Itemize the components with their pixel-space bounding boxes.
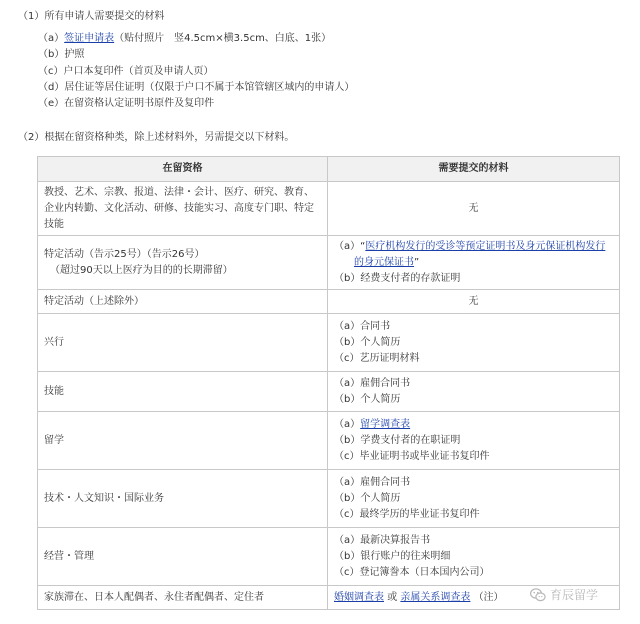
table-row xyxy=(38,182,620,236)
material-item: （a）最新决算报告书 xyxy=(334,534,431,546)
section2-heading: （2）根据在留资格种类，除上述材料外，另需提交以下材料。 xyxy=(18,132,295,143)
table-row xyxy=(38,412,620,470)
table-row xyxy=(38,372,620,412)
wechat-icon xyxy=(530,588,546,602)
materials-cell xyxy=(328,236,620,290)
status-cell: 技能 xyxy=(38,372,328,412)
material-item: （b）学费支付者的在职证明 xyxy=(334,434,461,446)
marriage-survey-form-link[interactable]: 婚姻调查表 xyxy=(334,591,384,603)
material-item: （a）合同书 xyxy=(334,320,391,332)
material-item: （c）登记簿誊本（日本国内公司） xyxy=(334,566,490,578)
medical-certificate-link[interactable]: 医疗机构发行的受诊等预定证明书及身元保证机构发行的身元保证书 xyxy=(354,240,606,268)
status-cell: 特定活动（告示25号）（告示26号） （超过90天以上医疗为目的的长期滞留） xyxy=(38,236,328,290)
material-item: （b）经费支付者的存款证明 xyxy=(334,272,461,284)
material-item: （a）“医疗机构发行的受诊等预定证明书及身元保证机构发行的身元保证书” xyxy=(334,240,606,268)
materials-cell xyxy=(328,372,620,412)
visa-application-form-link[interactable]: 签证申请表 xyxy=(64,33,115,44)
status-cell: 经营・管理 xyxy=(38,528,328,586)
family-relation-survey-form-link[interactable]: 亲属关系调查表 xyxy=(400,591,471,603)
materials-cell xyxy=(328,412,620,470)
list-item: （c）户口本复印件（首页及申请人页） xyxy=(38,65,214,77)
column-header-materials: 需要提交的材料 xyxy=(328,157,620,182)
material-item: （b）个人简历 xyxy=(334,492,401,504)
material-item: （c）最终学历的毕业证书复印件 xyxy=(334,508,480,520)
table-row xyxy=(38,470,620,528)
study-survey-form-link[interactable]: 留学调查表 xyxy=(360,418,411,430)
status-cell: 教授、艺术、宗教、报道、法律・会计、医疗、研究、教育、企业内转勤、文化活动、研修、技能实习、高度专门职、特定技能 xyxy=(38,182,328,236)
material-item: （a）雇佣合同书 xyxy=(334,476,411,488)
list-item: （e）在留资格认定证明书原件及复印件 xyxy=(38,98,215,110)
watermark-text: 育辰留学 xyxy=(550,588,599,602)
table-row xyxy=(38,236,620,290)
section1-heading: （1）所有申请人需要提交的材料 xyxy=(18,11,165,22)
materials-cell: 无 xyxy=(328,290,620,314)
material-item: （c）艺历证明材料 xyxy=(334,352,420,364)
list-item: （b）护照 xyxy=(38,49,85,61)
material-item: （a）留学调查表 xyxy=(334,418,411,430)
material-item: （b）个人简历 xyxy=(334,393,401,405)
list-item: （a）签证申请表（贴付照片 竖4.5cm×横3.5cm、白底、1张） xyxy=(38,33,332,44)
materials-cell xyxy=(328,528,620,586)
table-header-row xyxy=(38,157,620,182)
table-row xyxy=(38,528,620,586)
column-header-status: 在留资格 xyxy=(38,157,328,182)
status-cell: 兴行 xyxy=(38,314,328,372)
status-cell: 特定活动（上述除外） xyxy=(38,290,328,314)
materials-cell xyxy=(328,470,620,528)
status-cell: 家族滞在、日本人配偶者、永住者配偶者、定住者 xyxy=(38,586,328,610)
materials-cell: 无 xyxy=(328,182,620,236)
table-row xyxy=(38,314,620,372)
required-documents-list xyxy=(38,31,354,112)
material-item: （b）个人简历 xyxy=(334,336,401,348)
watermark xyxy=(530,586,598,603)
material-item: （b）银行账户的往来明细 xyxy=(334,550,451,562)
material-item: （c）毕业证明书或毕业证书复印件 xyxy=(334,450,490,462)
status-cell: 技术・人文知识・国际业务 xyxy=(38,470,328,528)
materials-cell xyxy=(328,314,620,372)
table-row xyxy=(38,290,620,314)
material-item: （a）雇佣合同书 xyxy=(334,377,411,389)
requirements-table xyxy=(37,156,620,610)
list-item: （d）居住证等居住证明（仅限于户口不属于本馆管辖区域内的申请人） xyxy=(38,81,355,93)
status-cell: 留学 xyxy=(38,412,328,470)
materials-cell: 婚姻调查表 或 亲属关系调查表 （注） xyxy=(328,586,620,610)
